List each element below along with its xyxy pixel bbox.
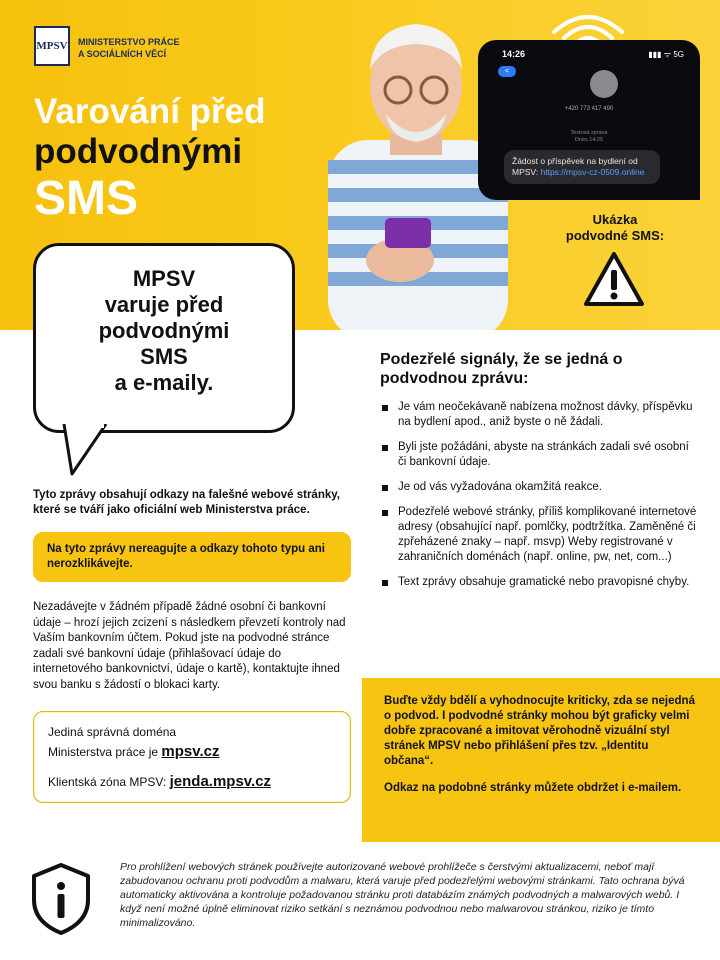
sms-text: Žádost o příspěvek na bydlení od MPSV: — [512, 156, 638, 177]
domain-line — [48, 742, 336, 762]
client-zone-line — [48, 772, 336, 792]
ministry-name-line2: A SOCIÁLNÍCH VĚCÍ — [78, 49, 167, 59]
speech-line2: varuje před — [104, 292, 224, 317]
sample-label-line2: podvodné SMS: — [565, 228, 665, 243]
sender-avatar — [590, 70, 618, 98]
title-line2: podvodnými — [34, 132, 243, 171]
vigilance-text: Buďte vždy bdělí a vyhodnocujte kriticky, zda se nejedná o podvod. I podvodné stránky mohou být graficky velmi dobře zpracované a imitovat věrohodně vizuální styl stránek MPSV nebo přihlášení přes tzv. „Identitu občana“. — [384, 695, 695, 767]
title-line3: SMS — [34, 172, 139, 225]
phone-status: ▮▮▮ ᯤ 5G — [648, 50, 684, 59]
ministry-logo — [34, 26, 70, 66]
list-item: Je od vás vyžadována okamžitá reakce. — [380, 480, 700, 495]
speech-line1: MPSV — [132, 266, 196, 291]
domain-label-line2: Ministerstva práce je — [48, 745, 162, 759]
footer — [0, 842, 720, 960]
official-domain-link[interactable]: mpsv.cz — [161, 743, 220, 760]
sender-number: +420 773 417 490 — [564, 106, 614, 112]
sample-label — [555, 212, 675, 244]
left-column — [33, 488, 351, 803]
speech-line3: podvodnými — [98, 318, 230, 343]
message-meta-time: Dnes 14:25 — [574, 137, 604, 143]
list-item: Je vám neočekávaně nabízena možnost dávky, příspěvku na bydlení apod., aniž byste o ně žádali. — [380, 400, 700, 430]
speech-line4: SMS — [140, 344, 188, 369]
sms-bubble — [504, 150, 660, 184]
sample-label-line1: Ukázka — [592, 212, 638, 227]
speech-bubble-text — [33, 266, 295, 396]
list-item: Podezřelé webové stránky, příliš komplikované internetové adresy (obsahující např. pomlčky, podtržítka. Zaměněné či zpřeházené znaky – např. msvp) Weby registrované v zahraničních doménách (např. online, pw, net, com...) — [380, 505, 700, 565]
speech-line5: a e-maily. — [114, 370, 214, 395]
page-title — [34, 92, 265, 226]
bank-warning-text: Nezadávejte v žádném případě žádné osobní či bankovní údaje – hrozí jejich zcizení s následkem převzetí kontroly nad Vaším bankovním účtem. Pokud jste na podvodné stránce zadali své bankovní údaje (přihlašovací údaje do internetového bankovnictví, údaje o kartě), kontaktujte ihned svou banku s žádostí o blokaci karty. — [33, 601, 346, 691]
warning-icon — [582, 250, 646, 308]
phone-time: 14:26 — [502, 49, 526, 59]
be-vigilant-box — [362, 678, 720, 848]
phone-back-button: < — [498, 66, 516, 77]
message-meta-type: Textová zpráva — [570, 130, 608, 136]
do-not-react-callout: Na tyto zprávy nereagujte a odkazy tohoto typu ani nerozklikávejte. — [33, 532, 351, 582]
domain-label-line1: Jediná správná doména — [48, 725, 177, 739]
sms-link: https://mpsv-cz-0509.online — [540, 167, 645, 177]
signals-title: Podezřelé signály, že se jedná o podvodnou zprávu: — [380, 351, 623, 387]
email-warning-text: Odkaz na podobné stránky můžete obdržet i e-mailem. — [384, 782, 682, 794]
intro-text: Tyto zprávy obsahují odkazy na falešné webové stránky, které se tváří jako oficiální web Ministerstva práce. — [33, 489, 340, 516]
client-zone-label: Klientská zóna MPSV: — [48, 775, 170, 789]
browser-advice-text: Pro prohlížení webových stránek používejte autorizované webové prohlížeče s čerstvými aktualizacemi, neboť mají zabudovanou ochranu proti podvodům a malwaru, která varuje před podezřelými webovými stránkami. Tato ochrana bývá automaticky aktivována a kontroluje požadovanou stránku proti databázím známých podvodných a malwarových webů. I když není možné úplně eliminovat riziko setkání s neznámou podvodnou nebo malwarovou stránkou, riziko je tímto minimalizováno. — [120, 861, 685, 929]
ministry-logo-text: MPSV — [36, 40, 68, 52]
message-meta — [478, 130, 700, 144]
signals-list — [380, 400, 700, 600]
title-line1: Varování před — [34, 92, 266, 131]
client-zone-link[interactable]: jenda.mpsv.cz — [169, 773, 272, 790]
official-domain-box — [33, 711, 351, 803]
ministry-name — [78, 36, 180, 60]
info-shield-icon — [30, 862, 92, 936]
list-item: Text zprávy obsahuje gramatické nebo pravopisné chyby. — [380, 575, 700, 590]
right-column — [362, 330, 720, 840]
list-item: Byli jste požádáni, abyste na stránkách zadali své osobní či bankovní údaje. — [380, 440, 700, 470]
phone-sms-sample — [478, 40, 700, 200]
ministry-name-line1: MINISTERSTVO PRÁCE — [78, 37, 180, 47]
speech-bubble-tail — [60, 424, 110, 476]
